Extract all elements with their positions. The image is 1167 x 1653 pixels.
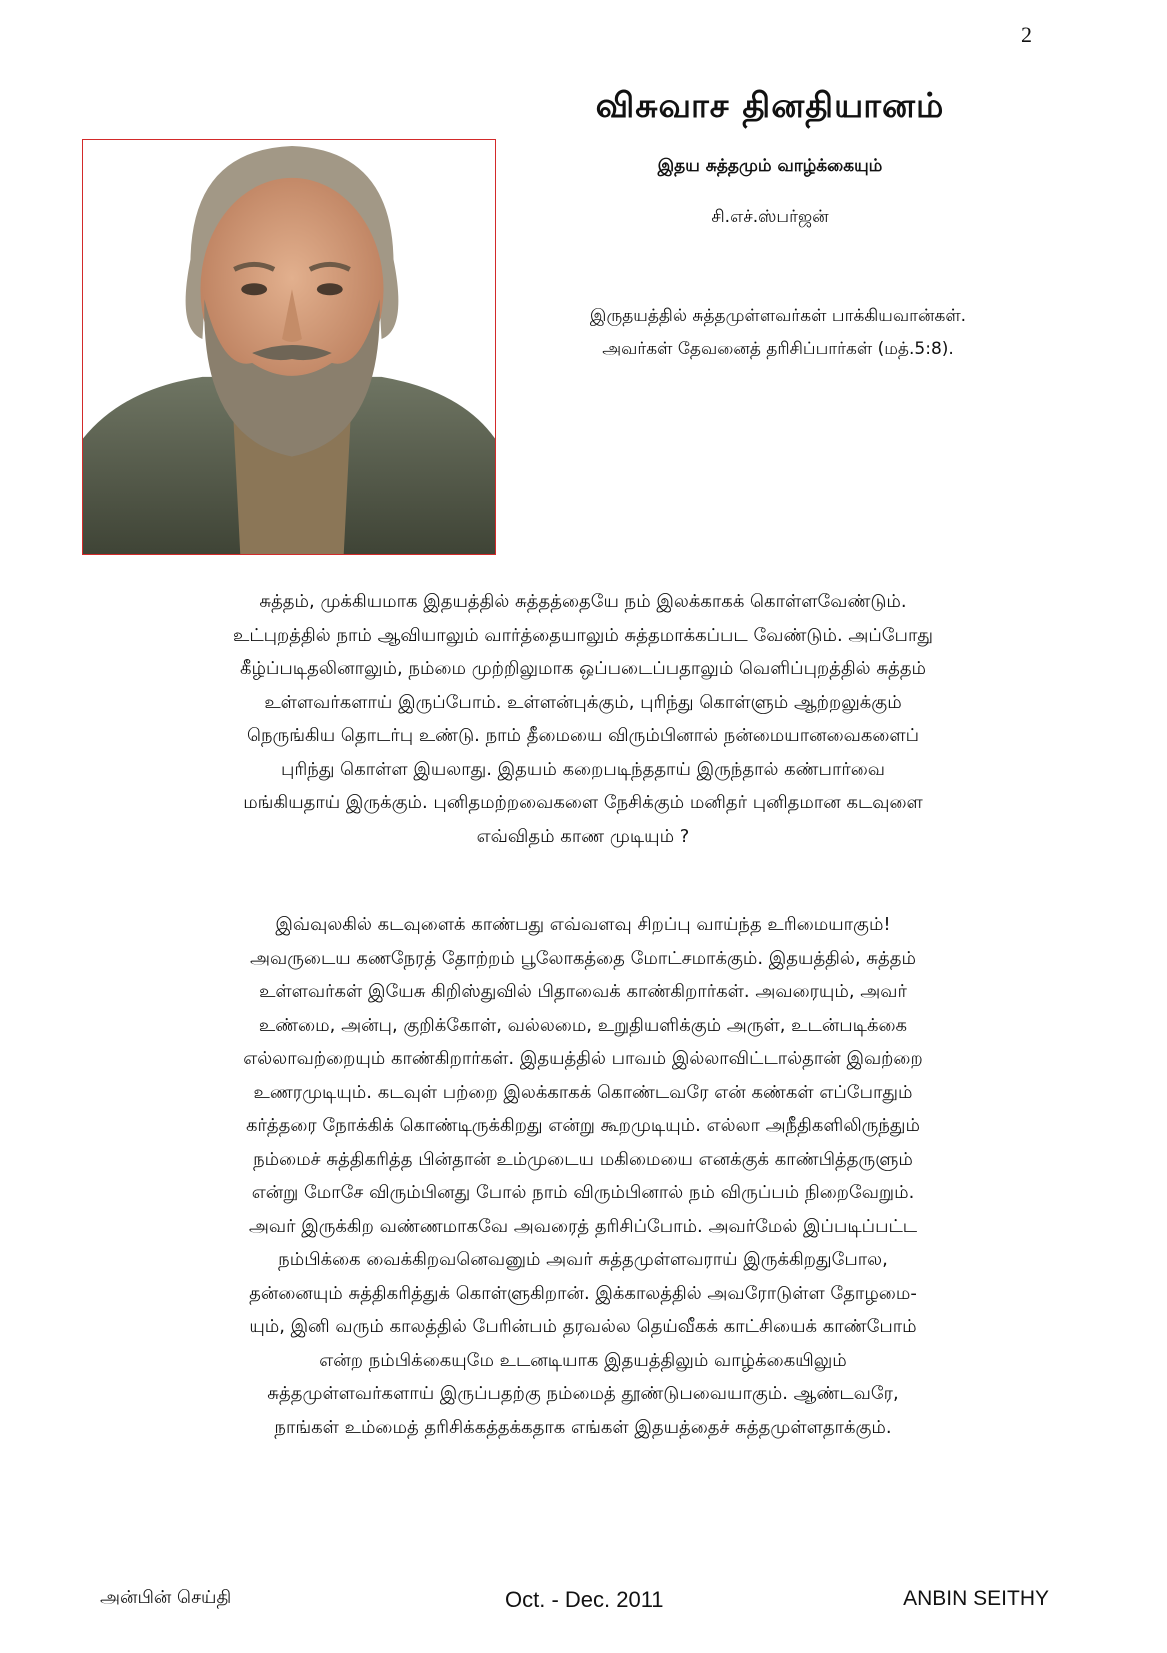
paragraph-line: நாங்கள் உம்மைத் தரிசிக்கத்தக்கதாக எங்கள் இதயத்தைச் சுத்தமுள்ளதாக்கும். <box>274 1416 892 1438</box>
paragraph-2 <box>88 908 1078 1444</box>
paragraph-line: அவர் இருக்கிற வண்ணமாகவே அவரைத் தரிசிப்போம். அவர்மேல் இப்படிப்பட்ட <box>248 1215 918 1237</box>
footer-publication-english: ANBIN SEITHY <box>903 1587 1049 1610</box>
paragraph-line: தன்னையும் சுத்திகரித்துக் கொள்ளுகிறான். இக்காலத்தில் அவரோடுள்ள தோழமை- <box>249 1282 917 1304</box>
paragraph-line: மங்கியதாய் இருக்கும். புனிதமற்றவைகளை நேசிக்கும் மனிதர் புனிதமான கடவுளை <box>243 792 923 813</box>
page-footer <box>0 1587 1167 1617</box>
paragraph-line: கீழ்ப்படிதலினாலும், நம்மை முற்றிலுமாக ஒப்படைப்பதாலும் வெளிப்புறத்தில் சுத்தம் <box>239 658 927 679</box>
footer-issue-date: Oct. - Dec. 2011 <box>505 1587 664 1612</box>
paragraph-line: உட்புறத்தில் நாம் ஆவியாலும் வார்த்தையாலும் சுத்தமாக்கப்பட வேண்டும். அப்போது <box>233 624 933 646</box>
paragraph-line: சுத்தமுள்ளவர்களாய் இருப்பதற்கு நம்மைத் தூண்டுபவையாகும். ஆண்டவரே, <box>267 1383 899 1404</box>
paragraph-line: என்ற நம்பிக்கையுமே உடனடியாக இதயத்திலும் வாழ்க்கையிலும் <box>319 1349 847 1371</box>
portrait-illustration <box>83 140 495 554</box>
paragraph-line: புரிந்து கொள்ள இயலாது. இதயம் கறைபடிந்ததாய் இருந்தால் கண்பார்வை <box>280 758 886 780</box>
article-title: விசுவாச தினதியானம் <box>595 86 945 126</box>
paragraph-line: இவ்வுலகில் கடவுளைக் காண்பது எவ்வளவு சிறப்பு வாய்ந்த உரிமையாகும்! <box>275 914 891 935</box>
paragraph-line: உள்ளவர்கள் இயேசு கிறிஸ்துவில் பிதாவைக் காண்கிறார்கள். அவரையும், அவர் <box>259 981 907 1002</box>
paragraph-line: கர்த்தரை நோக்கிக் கொண்டிருக்கிறது என்று கூறமுடியும். எல்லா அநீதிகளிலிருந்தும் <box>246 1115 920 1136</box>
scripture-verse <box>498 300 1058 366</box>
paragraph-line: என்று மோசே விரும்பினது போல் நாம் விரும்பினால் நம் விருப்பம் நிறைவேறும். <box>251 1182 915 1203</box>
article-subtitle: இதய சுத்தமும் வாழ்க்கையும் <box>657 156 883 176</box>
paragraph-line: சுத்தம், முக்கியமாக இதயத்தில் சுத்தத்தையே நம் இலக்காகக் கொள்ளவேண்டும். <box>259 591 907 612</box>
article-author: சி.எச்.ஸ்பர்ஜன் <box>711 207 829 227</box>
paragraph-line: யும், இனி வரும் காலத்தில் பேரின்பம் தரவல்ல தெய்வீகக் காட்சியைக் காண்போம் <box>249 1316 917 1337</box>
paragraph-line: உணரமுடியும். கடவுள் பற்றை இலக்காகக் கொண்டவரே என் கண்கள் எப்போதும் <box>253 1081 913 1103</box>
paragraph-line: உண்மை, அன்பு, குறிக்கோள், வல்லமை, உறுதியளிக்கும் அருள், உடன்படிக்கை <box>258 1014 908 1036</box>
paragraph-line: உள்ளவர்களாய் இருப்போம். உள்ளன்புக்கும், புரிந்து கொள்ளும் ஆற்றலுக்கும் <box>264 691 902 713</box>
paragraph-line: அவருடைய கணநேரத் தோற்றம் பூலோகத்தை மோட்சமாக்கும். இதயத்தில், சுத்தம் <box>250 947 916 969</box>
paragraph-line: நெருங்கிய தொடர்பு உண்டு. நாம் தீமையை விரும்பினால் நன்மையானவைகளைப் <box>246 725 920 746</box>
paragraph-1 <box>88 585 1078 853</box>
verse-line: அவர்கள் தேவனைத் தரிசிப்பார்கள் (மத்.5:8). <box>602 339 954 359</box>
footer-publication-tamil: அன்பின் செய்தி <box>100 1587 232 1608</box>
paragraph-line: நம்பிக்கை வைக்கிறவனெவனும் அவர் சுத்தமுள்ளவராய் இருக்கிறதுபோல, <box>278 1249 888 1270</box>
verse-line: இருதயத்தில் சுத்தமுள்ளவர்கள் பாக்கியவான்கள். <box>589 306 967 326</box>
paragraph-line: நம்மைச் சுத்திகரித்த பின்தான் உம்முடைய மகிமையை எனக்குக் காண்பித்தருளும் <box>253 1148 913 1170</box>
author-portrait <box>82 139 496 555</box>
paragraph-line: எல்லாவற்றையும் காண்கிறார்கள். இதயத்தில் பாவம் இல்லாவிட்டால்தான் இவற்றை <box>243 1048 923 1069</box>
page-number: 2 <box>1021 22 1032 47</box>
paragraph-line: எவ்விதம் காண முடியும் ? <box>476 825 690 847</box>
